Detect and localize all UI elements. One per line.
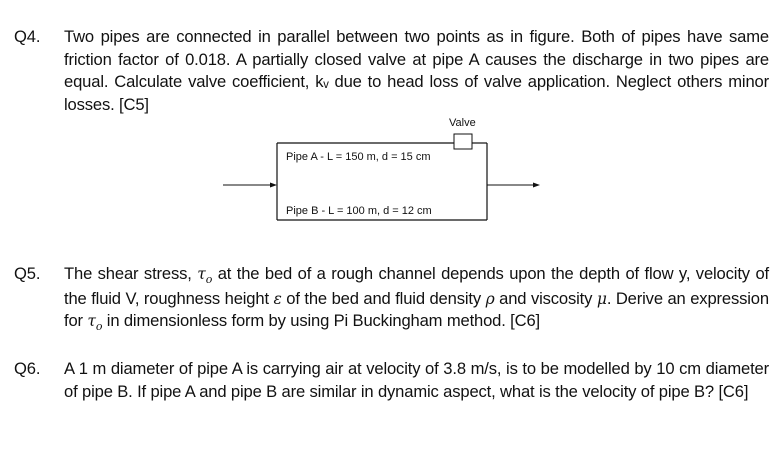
question-4 — [14, 26, 769, 116]
q5-text-part-6: in dimensionless form by using Pi Buckingham method. [C6] — [106, 311, 541, 330]
tau-symbol: τ — [197, 265, 206, 283]
valve-label: Valve — [449, 117, 476, 129]
question-6-number: Q6. — [14, 359, 41, 378]
pipe-a-label: Pipe A - L = 150 m, d = 15 cm — [286, 151, 431, 163]
question-5 — [14, 263, 769, 335]
tau-subscript-2: o — [95, 320, 103, 333]
rho-symbol: ρ — [485, 289, 495, 308]
parallel-pipes-diagram — [220, 112, 550, 227]
pipe-b-label: Pipe B - L = 100 m, d = 12 cm — [286, 205, 432, 217]
q5-text-part-4: and viscosity — [499, 288, 593, 308]
question-5-number: Q5. — [14, 264, 41, 283]
valve-icon — [454, 134, 472, 149]
question-6 — [14, 358, 769, 403]
inlet-arrow-icon — [270, 183, 277, 188]
q5-text-part-1: The shear stress, — [64, 264, 192, 283]
tau-subscript: o — [205, 273, 213, 286]
question-5-text — [64, 263, 769, 335]
epsilon-symbol: ε — [273, 289, 282, 308]
question-4-text: Two pipes are connected in parallel between two points as in figure. Both of pipes have same friction factor of 0.018. A partially closed valve at pipe A causes the discharge in two pipes are equal. Calculate valve coefficient, kᵥ due to head loss of valve application. Neglect others minor losses. [C5] — [64, 27, 769, 114]
mu-symbol: μ — [596, 289, 607, 308]
question-6-text: A 1 m diameter of pipe A is carrying air at velocity of 3.8 m/s, is to be modelled by 10 cm diameter of pipe B. If pipe A and pipe B are similar in dynamic aspect, what is the velocity of pipe B? [C6] — [64, 359, 769, 401]
question-4-number: Q4. — [14, 27, 41, 46]
outlet-arrow-icon — [533, 183, 540, 188]
tau-symbol-2: τ — [87, 312, 96, 330]
q5-text-part-5: . Derive an expression for — [64, 288, 769, 330]
q5-text-part-2: at the bed of a rough channel depends upon the depth of flow y, velocity of the fluid V, roughness height — [64, 264, 769, 308]
q5-text-part-3: of the bed and fluid density — [286, 288, 481, 308]
